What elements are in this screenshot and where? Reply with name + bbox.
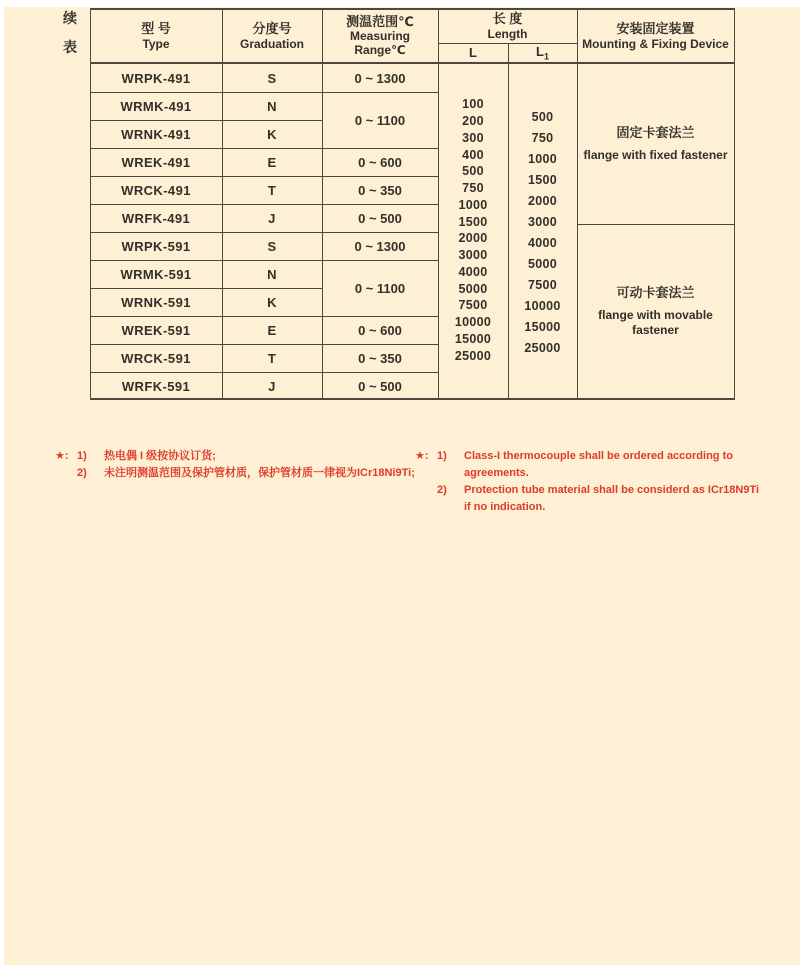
col-header-l1: [508, 43, 577, 62]
l-value: 500: [462, 164, 484, 179]
measuring-cell: 0 ~ 500: [358, 210, 402, 226]
footnote-chinese: [55, 448, 415, 482]
l1-value: 10000: [524, 298, 561, 313]
type-cell: WREK-491: [121, 154, 191, 170]
row-line: [90, 148, 438, 149]
star-icon: ★:: [415, 450, 429, 462]
graduation-cell: J: [268, 378, 276, 394]
type-cell: WRFK-491: [121, 210, 191, 226]
mounting-fixed-en: flange with fixed fastener: [583, 148, 728, 162]
type-cell: WRCK-491: [121, 182, 191, 198]
graduation-cell: N: [267, 98, 277, 114]
col-header-l1-label: $L_1$: [536, 43, 549, 62]
spec-table: [90, 8, 735, 400]
footnote-number: 2): [77, 467, 87, 479]
footnote-english: [415, 448, 766, 516]
footnote-text: Class-I thermocouple shall be ordered according to agreements.: [464, 450, 733, 479]
measuring-cell: 0 ~ 1100: [354, 280, 406, 296]
l1-value: 2000: [527, 193, 557, 208]
col-header-l: [438, 43, 508, 62]
row-line: [90, 344, 438, 345]
l1-value: 15000: [524, 319, 561, 334]
col-header-measuring-zh: 测温范围℃: [346, 14, 414, 29]
l-value: 200: [462, 114, 484, 129]
type-cell: WRFK-591: [121, 378, 191, 394]
type-cell: WRPK-591: [121, 238, 191, 254]
col-header-type-en: Type: [142, 36, 170, 51]
divider-line: [438, 43, 577, 44]
l-value: 7500: [458, 298, 488, 313]
continued-char-2: 表: [63, 39, 77, 55]
measuring-cell: 0 ~ 1300: [354, 238, 406, 254]
footnote-text: 未注明测温范围及保护管材质，保护管材质一律视为ICr18Ni9Ti;: [104, 467, 415, 479]
measuring-cell: 0 ~ 500: [358, 378, 402, 394]
graduation-cell: K: [267, 294, 277, 310]
l-value: 25000: [454, 348, 492, 363]
l-value: 1000: [458, 197, 488, 212]
mounting-fixed-zh: 固定卡套法兰: [616, 125, 695, 140]
type-cell: WRMK-591: [120, 266, 192, 282]
footnote-line: [77, 465, 415, 482]
footnote-number: 2): [437, 484, 447, 496]
footnote-text: 热电偶 I 级按协议订货;: [104, 450, 216, 462]
graduation-cell: N: [267, 266, 277, 282]
col-header-measuring-en-1: Measuring: [349, 29, 410, 43]
row-line: [90, 288, 322, 289]
star-icon: ★:: [55, 450, 69, 462]
row-line: [90, 232, 438, 233]
l-value: 2000: [458, 231, 488, 246]
col-header-l-label: L: [469, 45, 477, 60]
l-value: 750: [462, 181, 484, 196]
continued-char-1: 续: [63, 10, 77, 26]
row-line: [90, 120, 322, 121]
footnote-line: [437, 448, 766, 482]
row-line: [90, 372, 438, 373]
footnote-line: [437, 482, 766, 516]
footnote-line: [77, 448, 415, 465]
measuring-cell: 0 ~ 600: [358, 154, 402, 170]
graduation-cell: S: [267, 238, 277, 254]
continued-table-label: [61, 10, 79, 68]
l1-column: [508, 106, 577, 358]
l-value: 5000: [458, 281, 488, 296]
graduation-cell: E: [267, 154, 277, 170]
divider-line: [438, 8, 439, 400]
table-border-top: [90, 8, 735, 10]
row-line: [90, 176, 438, 177]
col-header-length-en: Length: [487, 27, 528, 41]
graduation-cell: J: [268, 210, 276, 226]
l1-value: 3000: [527, 214, 557, 229]
footnote-chinese-items: [77, 448, 415, 482]
divider-line: [577, 8, 578, 400]
type-cell: WRNK-491: [121, 126, 191, 142]
row-line: [90, 204, 438, 205]
l-value: 300: [462, 130, 484, 145]
col-header-graduation: [222, 10, 322, 62]
table-border-bottom: [90, 398, 735, 400]
measuring-cell: 0 ~ 1100: [354, 112, 406, 128]
type-cell: WREK-591: [121, 322, 191, 338]
l1-value: 1500: [527, 172, 557, 187]
graduation-cell: T: [267, 350, 277, 366]
row-line: [90, 260, 438, 261]
measuring-cell: 0 ~ 350: [358, 350, 402, 366]
l-value: 15000: [454, 331, 492, 346]
mounting-cell-fixed: [577, 64, 734, 224]
col-header-length-zh: 长 度: [492, 11, 523, 26]
l1-value: 5000: [527, 256, 557, 271]
l-value: 4000: [458, 264, 488, 279]
col-header-measuring-en-2: Range℃: [354, 43, 406, 57]
col-header-l1-subscript: 1: [543, 51, 549, 62]
divider-line: [508, 43, 509, 398]
col-header-measuring-range: [322, 10, 438, 62]
row-line: [90, 316, 438, 317]
type-column: [90, 64, 222, 398]
l-column: [438, 96, 508, 364]
header-bottom-line: [90, 62, 735, 64]
footnote-number: 1): [77, 450, 87, 462]
col-header-type-zh: 型 号: [141, 20, 171, 36]
col-header-mounting-zh: 安装固定装置: [616, 20, 695, 36]
graduation-column: [222, 64, 322, 398]
l-value: 400: [462, 147, 484, 162]
l1-value: 500: [531, 109, 554, 124]
l1-value: 750: [531, 130, 554, 145]
measuring-cell: 0 ~ 600: [358, 322, 402, 338]
l-value: 1500: [458, 214, 488, 229]
l-value: 100: [462, 97, 484, 112]
graduation-cell: T: [267, 182, 277, 198]
measuring-column: [322, 64, 438, 398]
graduation-cell: E: [267, 322, 277, 338]
mounting-movable-zh: 可动卡套法兰: [616, 285, 695, 300]
l-value: 3000: [458, 248, 488, 263]
l1-value: 4000: [527, 235, 557, 250]
type-cell: WRPK-491: [121, 70, 191, 86]
mounting-cell-movable: [577, 225, 734, 398]
col-header-graduation-zh: 分度号: [252, 20, 292, 36]
mounting-movable-en: flange with movable fastener: [598, 308, 713, 337]
type-cell: WRCK-591: [121, 350, 191, 366]
table-border-right: [734, 8, 735, 400]
footnote-number: 1): [437, 450, 447, 462]
col-header-graduation-en: Graduation: [239, 36, 304, 51]
l-value: 10000: [454, 315, 492, 330]
l1-value: 7500: [527, 277, 557, 292]
col-header-type: [90, 10, 222, 62]
type-cell: WRNK-591: [121, 294, 191, 310]
measuring-cell: 0 ~ 1300: [354, 70, 406, 86]
col-header-length: [438, 10, 577, 43]
row-line: [90, 92, 438, 93]
graduation-cell: K: [267, 126, 277, 142]
footnote-text: Protection tube material shall be considerd as ICr18N9Ti if no indication.: [464, 484, 760, 513]
mounting-divider-line: [577, 224, 735, 225]
graduation-cell: S: [267, 70, 277, 86]
l1-value: 25000: [524, 340, 561, 355]
col-header-mounting-en: Mounting & Fixing Device: [582, 36, 729, 51]
measuring-cell: 0 ~ 350: [358, 182, 402, 198]
col-header-mounting: [577, 10, 734, 62]
type-cell: WRMK-491: [120, 98, 192, 114]
l1-value: 1000: [527, 151, 557, 166]
footnote-english-items: [437, 448, 766, 516]
